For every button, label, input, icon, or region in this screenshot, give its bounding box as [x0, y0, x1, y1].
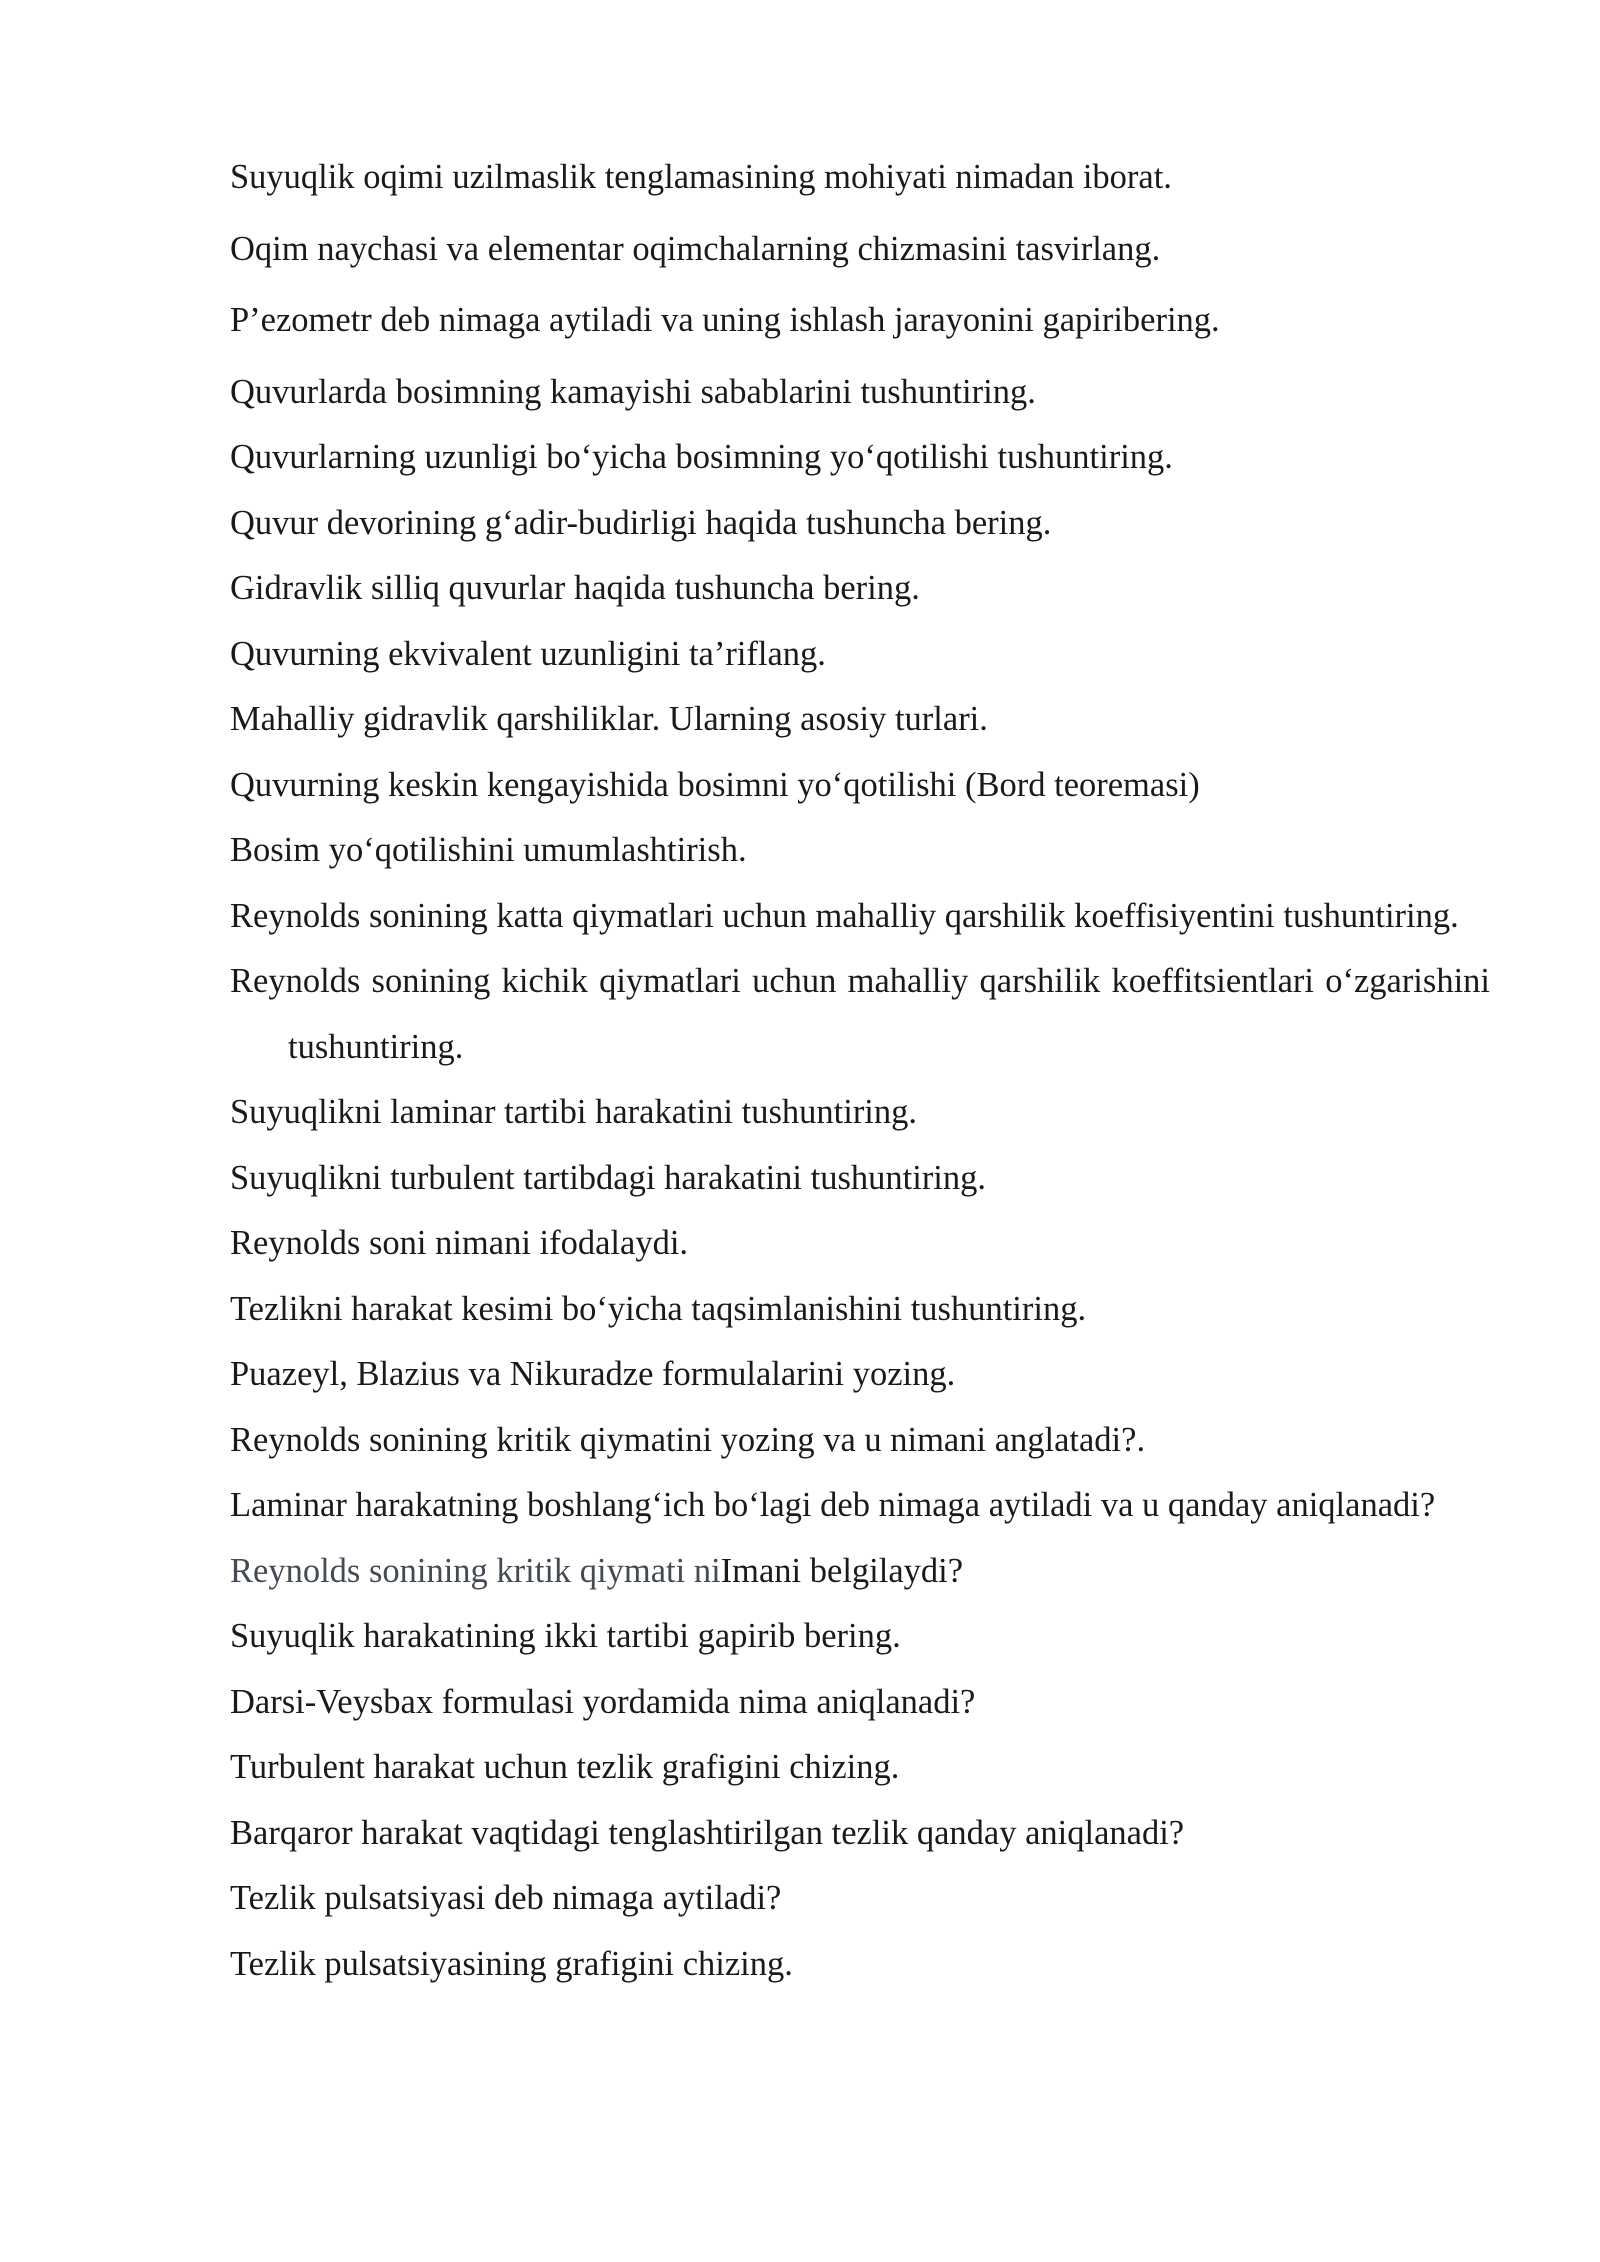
question-line: Reynolds sonining kritik qiymatini yozing va u nimani anglatadi?. — [230, 1420, 1146, 1459]
question-line: Darsi-Veysbax formulasi yordamida nima aniqlanadi? — [230, 1682, 976, 1721]
question-line: Quvurning ekvivalent uzunligini ta’riflang. — [230, 634, 826, 673]
question-list — [230, 145, 1490, 1997]
question-line: Tezlikni harakat kesimi bo‘yicha taqsimlanishini tushuntiring. — [230, 1289, 1087, 1328]
question-line: Barqaror harakat vaqtidagi tenglashtirilgan tezlik qanday aniqlanadi? — [230, 1813, 1185, 1852]
question-line: Mahalliy gidravlik qarshiliklar. Ularning asosiy turlari. — [230, 700, 988, 738]
question-line: Turbulent harakat uchun tezlik grafigini chizing. — [230, 1748, 900, 1786]
question-line: Suyuqlik oqimi uzilmaslik tenglamasining mohiyati nimadan iborat. — [230, 158, 1172, 196]
question-line: Quvurning keskin kengayishida bosimni yo‘qotilishi (Bord teoremasi) — [230, 765, 1200, 804]
question-line: Tezlik pulsatsiyasining grafigini chizing. — [230, 1944, 793, 1983]
question-line: Gidravlik silliq quvurlar haqida tushuncha bering. — [230, 569, 920, 607]
question-line: Reynolds sonining kichik qiymatlari uchun mahalliy qarshilik koeffitsientlari o‘zgarishini tushuntiring. — [230, 962, 1490, 1066]
question-line: Suyuqlikni laminar tartibi harakatini tushuntiring. — [230, 1093, 918, 1131]
question-line-part-1: Reynolds sonining kritik qiymati ni — [230, 1551, 721, 1590]
question-line: Laminar harakatning boshlang‘ich bo‘lagi deb nimaga aytiladi va u qanday aniqlanadi? — [230, 1486, 1436, 1524]
question-line: Puazeyl, Blazius va Nikuradze formulalarini yozing. — [230, 1355, 956, 1393]
question-line: Reynolds soni nimani ifodalaydi. — [230, 1224, 689, 1262]
question-line: Reynolds sonining katta qiymatlari uchun mahalliy qarshilik koeffisiyentini tushuntiring. — [230, 896, 1459, 935]
question-line: Quvurlarda bosimning kamayishi sabablarini tushuntiring. — [230, 372, 1036, 411]
question-line: Suyuqlikni turbulent tartibdagi harakatini tushuntiring. — [230, 1158, 987, 1197]
question-line: Quvurlarning uzunligi bo‘yicha bosimning yo‘qotilishi tushuntiring. — [230, 438, 1173, 476]
question-line — [230, 1539, 1490, 1605]
question-line: Tezlik pulsatsiyasi deb nimaga aytiladi? — [230, 1879, 782, 1917]
question-line: P’ezometr deb nimaga aytiladi va uning ishlash jarayonini gapiribering. — [230, 301, 1220, 339]
question-line-part-2: Imani belgilaydi? — [720, 1551, 964, 1590]
question-line: Quvur devorining g‘adir-budirligi haqida tushuncha bering. — [230, 503, 1052, 542]
question-line: Oqim naychasi va elementar oqimchalarning chizmasini tasvirlang. — [230, 229, 1161, 268]
question-line: Suyuqlik harakatining ikki tartibi gapirib bering. — [230, 1617, 901, 1655]
question-line: Bosim yo‘qotilishini umumlashtirish. — [230, 831, 747, 869]
